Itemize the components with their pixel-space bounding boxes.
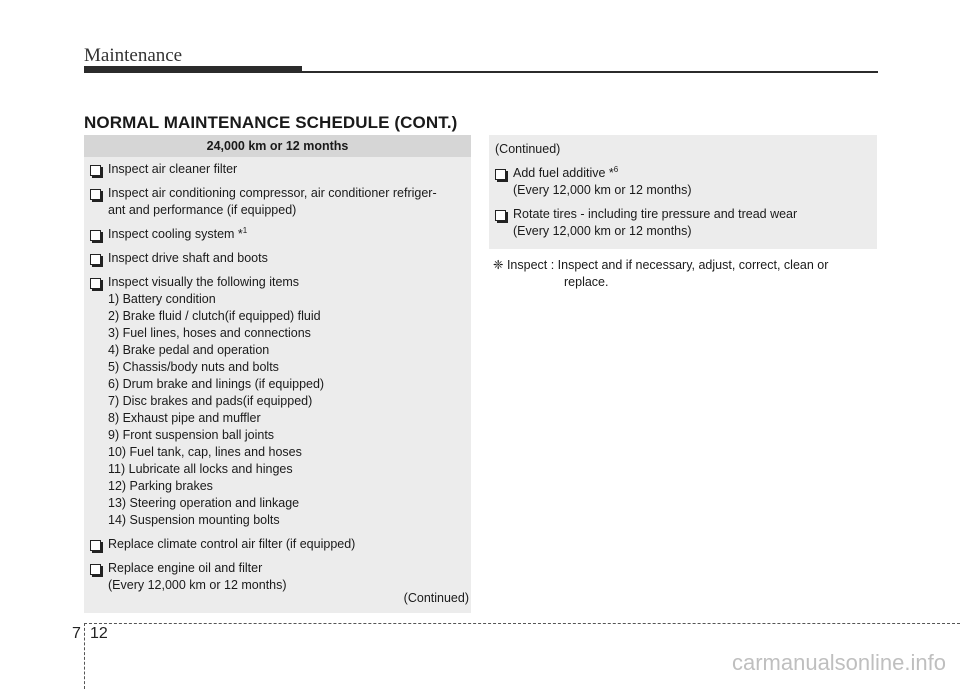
watermark: carmanualsonline.info xyxy=(731,650,946,675)
header-rule-thick xyxy=(84,66,302,73)
list-item xyxy=(90,250,465,267)
panel-body xyxy=(84,157,471,594)
checkbox-icon xyxy=(90,278,101,289)
list-item xyxy=(90,560,465,594)
item-text: Inspect cooling system * xyxy=(108,227,243,241)
note-text-cont: replace. xyxy=(564,275,609,289)
inspect-note xyxy=(493,257,877,291)
checkbox-icon xyxy=(495,169,506,180)
list-item xyxy=(90,161,465,178)
list-item xyxy=(90,226,465,243)
sublist-item: 10) Fuel tank, cap, lines and hoses xyxy=(108,445,302,459)
sublist-item: 9) Front suspension ball joints xyxy=(108,428,275,442)
item-text: Add fuel additive * xyxy=(513,166,614,180)
item-text: Replace climate control air filter (if equipped) xyxy=(108,537,356,551)
checkbox-icon xyxy=(90,564,101,575)
sublist-item: 5) Chassis/body nuts and bolts xyxy=(108,360,279,374)
schedule-panel-continued xyxy=(489,135,877,249)
header-rule-thin xyxy=(302,71,878,73)
continued-label: (Continued) xyxy=(495,142,561,156)
sublist-item: 14) Suspension mounting bolts xyxy=(108,513,280,527)
item-text-cont: ant and performance (if equipped) xyxy=(108,203,297,217)
sublist-item: 6) Drum brake and linings (if equipped) xyxy=(108,377,325,391)
item-text: Inspect drive shaft and boots xyxy=(108,251,268,265)
chapter-number: 7 xyxy=(72,625,81,642)
item-text: Replace engine oil and filter xyxy=(108,561,263,575)
section-title: NORMAL MAINTENANCE SCHEDULE (CONT.) xyxy=(84,113,458,132)
panel-heading: 24,000 km or 12 months xyxy=(84,135,471,157)
sublist-item: 8) Exhaust pipe and muffler xyxy=(108,411,261,425)
footer-rule xyxy=(84,623,960,624)
header-title: Maintenance xyxy=(84,45,183,66)
item-text: Inspect air conditioning compressor, air conditioner refriger- xyxy=(108,186,437,200)
checkbox-icon xyxy=(90,254,101,265)
sublist-item: 7) Disc brakes and pads(if equipped) xyxy=(108,394,313,408)
sublist-item: 12) Parking brakes xyxy=(108,479,213,493)
continued-label: (Continued) xyxy=(403,591,469,605)
page-index: 12 xyxy=(90,625,108,642)
list-item xyxy=(90,185,465,219)
item-text-cont: (Every 12,000 km or 12 months) xyxy=(108,578,287,592)
checkbox-icon xyxy=(90,540,101,551)
sublist-item: 3) Fuel lines, hoses and connections xyxy=(108,326,311,340)
sublist-item: 4) Brake pedal and operation xyxy=(108,343,270,357)
note-text: ❈ Inspect : Inspect and if necessary, adjust, correct, clean or xyxy=(493,258,829,272)
sublist-item: 2) Brake fluid / clutch(if equipped) fluid xyxy=(108,309,321,323)
checkbox-icon xyxy=(90,165,101,176)
list-item xyxy=(90,536,465,553)
item-text: Inspect visually the following items xyxy=(108,275,300,289)
panel-body xyxy=(489,135,877,240)
item-text: Rotate tires - including tire pressure and tread wear xyxy=(513,207,798,221)
sublist-item: 13) Steering operation and linkage xyxy=(108,496,300,510)
schedule-panel-24000km xyxy=(84,135,471,613)
checkbox-icon xyxy=(495,210,506,221)
footnote-marker: 6 xyxy=(613,164,619,174)
footer-vertical-rule xyxy=(84,623,85,689)
checkbox-icon xyxy=(90,189,101,200)
item-text: Inspect air cleaner filter xyxy=(108,162,238,176)
item-text-cont: (Every 12,000 km or 12 months) xyxy=(513,183,692,197)
sublist-item: 1) Battery condition xyxy=(108,292,216,306)
footnote-marker: 1 xyxy=(242,225,248,235)
checkbox-icon xyxy=(90,230,101,241)
sublist-item: 11) Lubricate all locks and hinges xyxy=(108,462,293,476)
list-item xyxy=(90,274,465,529)
list-item xyxy=(495,165,871,199)
list-item xyxy=(495,206,871,240)
inspection-sublist xyxy=(108,291,465,529)
item-text-cont: (Every 12,000 km or 12 months) xyxy=(513,224,692,238)
